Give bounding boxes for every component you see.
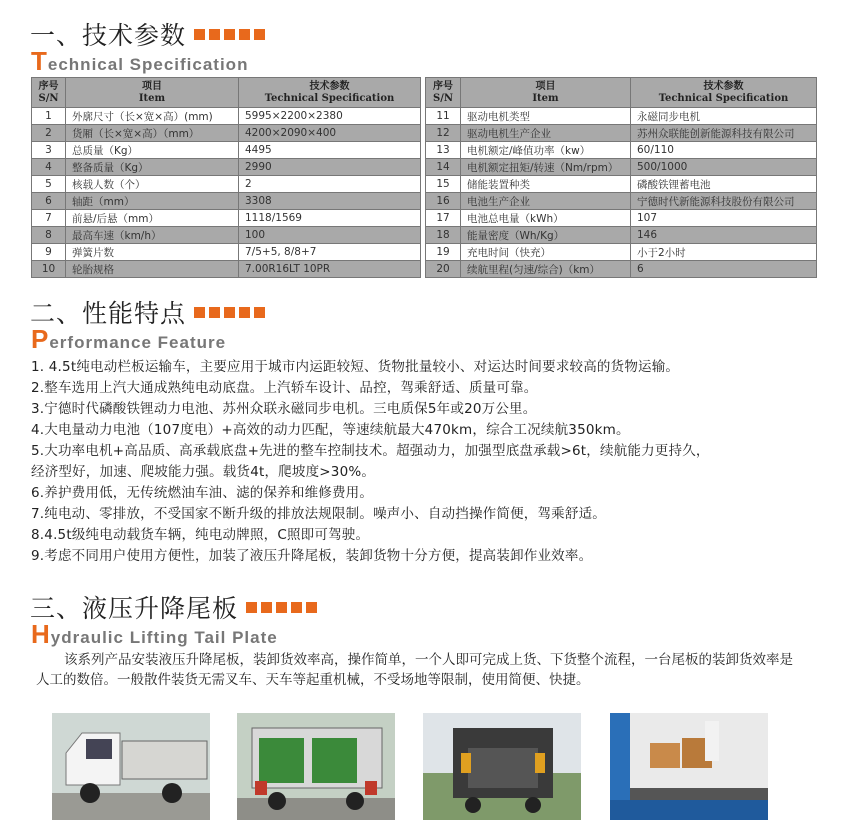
cell-sn: 1 [32,108,66,125]
col-sn: 序号 S/N [426,78,461,108]
cell-sn: 2 [32,125,66,142]
cell-sn: 18 [426,227,461,244]
cell-sn: 14 [426,159,461,176]
section-subtitle-tailplate [31,619,278,650]
title-text: 三、液压升降尾板 [30,594,239,623]
cell-item: 电池生产企业 [461,193,631,210]
table-row [426,125,817,142]
cell-value: 146 [631,227,817,244]
col-item: 项目 Item [66,78,239,108]
cell-value: 5995×2200×2380 [239,108,421,125]
col-spec: 技术参数 Technical Specification [631,78,817,108]
feature-item: 5.大功率电机+高品质、高承载底盘+先进的整车控制技术。超强动力，加强型底盘承载>6t，续航能力更持久， [31,443,710,459]
cell-value: 苏州众联能创新能源科技有限公司 [631,125,817,142]
feature-item: 4.大电量动力电池（107度电）+高效的动力匹配，等速续航最大470km，综合工况续航350km。 [31,422,630,438]
table-row [32,244,421,261]
cell-value: 60/110 [631,142,817,159]
table-row [32,125,421,142]
cell-sn: 4 [32,159,66,176]
table-row [426,261,817,278]
cell-item: 电机额定扭矩/转速（Nm/rpm） [461,159,631,176]
cell-sn: 16 [426,193,461,210]
tail-plate-loading-photo [610,713,768,820]
cell-item: 整备质量（Kg） [66,159,239,176]
cell-item: 能量密度（Wh/Kg） [461,227,631,244]
cell-sn: 19 [426,244,461,261]
cell-sn: 8 [32,227,66,244]
cell-item: 驱动电机类型 [461,108,631,125]
feature-item: 9.考虑不同用户使用方便性，加装了液压升降尾板，装卸货物十分方便，提高装卸作业效率。 [31,548,593,564]
cell-sn: 7 [32,210,66,227]
cell-item: 最高车速（km/h） [66,227,239,244]
cell-value: 4495 [239,142,421,159]
table-row [32,261,421,278]
initial-letter: P [31,324,50,354]
feature-list [31,357,710,567]
cell-sn: 3 [32,142,66,159]
table-row [426,142,817,159]
table-row [426,193,817,210]
feature-item: 6.养护费用低，无传统燃油车油、滤的保养和维修费用。 [31,485,374,501]
cell-value: 7/5+5, 8/8+7 [239,244,421,261]
initial-letter: H [31,619,51,649]
cell-value: 3308 [239,193,421,210]
section-subtitle-performance [31,324,226,355]
table-row [32,193,421,210]
title-text: 二、性能特点 [30,299,187,328]
spec-table-left [31,77,421,278]
cell-value: 4200×2090×400 [239,125,421,142]
table-row [32,142,421,159]
cell-sn: 17 [426,210,461,227]
feature-item: 8.4.5t级纯电动载货车辆，纯电动牌照，C照即可驾驶。 [31,527,370,543]
cell-sn: 15 [426,176,461,193]
feature-item: 7.纯电动、零排放，不受国家不断升级的排放法规限制。噪声小、自动挡操作简便，驾乘舒适。 [31,506,606,522]
feature-item: 经济型好，加速、爬坡能力强。载货4t，爬坡度>30%。 [31,464,376,480]
cell-value: 107 [631,210,817,227]
cell-item: 总质量（Kg） [66,142,239,159]
cell-sn: 10 [32,261,66,278]
table-row [426,227,817,244]
cell-item: 电机额定/峰值功率（kw） [461,142,631,159]
orange-squares-decoration [194,29,265,40]
cell-value: 永磁同步电机 [631,108,817,125]
subtitle-text: ydraulic Lifting Tail Plate [50,628,278,647]
col-item: 项目 Item [461,78,631,108]
cell-item: 驱动电机生产企业 [461,125,631,142]
cell-value: 100 [239,227,421,244]
cell-item: 储能装置种类 [461,176,631,193]
cell-value: 7.00R16LT 10PR [239,261,421,278]
table-row [426,176,817,193]
feature-item: 1. 4.5t纯电动栏板运输车，主要应用于城市内运距较短、货物批量较小、对运达时间要求较高的货物运输。 [31,359,680,375]
cell-item: 电池总电量（kWh） [461,210,631,227]
table-row [32,108,421,125]
table-row [426,108,817,125]
orange-squares-decoration [194,307,265,318]
subtitle-text: erformance Feature [49,333,227,352]
cell-value: 1118/1569 [239,210,421,227]
title-text: 一、技术参数 [30,21,187,50]
table-row [426,244,817,261]
subtitle-text: echnical Specification [47,55,249,74]
cell-item: 轴距（mm） [66,193,239,210]
tail-plate-description: 该系列产品安装液压升降尾板，装卸货效率高，操作简单，一个人即可完成上货、下货整个流程，一台尾板的装卸货效率是人工的数倍。一般散件装货无需叉车、天车等起重机械，不受场地等限制，使用简便、快捷。 [36,652,793,688]
cell-value: 2990 [239,159,421,176]
cell-item: 充电时间（快充） [461,244,631,261]
cell-value: 宁德时代新能源科技股份有限公司 [631,193,817,210]
initial-letter: T [31,46,48,76]
cell-sn: 9 [32,244,66,261]
cell-item: 外廓尺寸（长×宽×高）(mm) [66,108,239,125]
cell-sn: 20 [426,261,461,278]
cell-value: 2 [239,176,421,193]
col-spec: 技术参数 Technical Specification [239,78,421,108]
cell-item: 货厢（长×宽×高）（mm） [66,125,239,142]
table-row [426,210,817,227]
cell-value: 小于2小时 [631,244,817,261]
truck-photo-side [52,713,210,820]
cell-sn: 6 [32,193,66,210]
cell-item: 轮胎规格 [66,261,239,278]
cell-item: 弹簧片数 [66,244,239,261]
feature-item: 2.整车选用上汽大通成熟纯电动底盘。上汽轿车设计、品控，驾乘舒适、质量可靠。 [31,380,538,396]
cell-sn: 5 [32,176,66,193]
table-row [32,159,421,176]
table-row [32,227,421,244]
orange-squares-decoration [246,602,317,613]
cell-sn: 12 [426,125,461,142]
section-subtitle-tech [31,46,248,77]
table-row [32,210,421,227]
cell-sn: 13 [426,142,461,159]
spec-table-right [425,77,817,278]
cell-value: 500/1000 [631,159,817,176]
cell-item: 续航里程(匀速/综合)（km） [461,261,631,278]
feature-item: 3.宁德时代磷酸铁锂动力电池、苏州众联永磁同步电机。三电质保5年或20万公里。 [31,401,537,417]
cell-sn: 11 [426,108,461,125]
cell-item: 前悬/后悬（mm） [66,210,239,227]
cell-item: 核载人数（个） [66,176,239,193]
truck-photo-tail-plate [423,713,581,820]
table-row [32,176,421,193]
col-sn: 序号 S/N [32,78,66,108]
truck-photo-rear-open [237,713,395,820]
cell-value: 6 [631,261,817,278]
cell-value: 磷酸铁锂蓄电池 [631,176,817,193]
table-row [426,159,817,176]
